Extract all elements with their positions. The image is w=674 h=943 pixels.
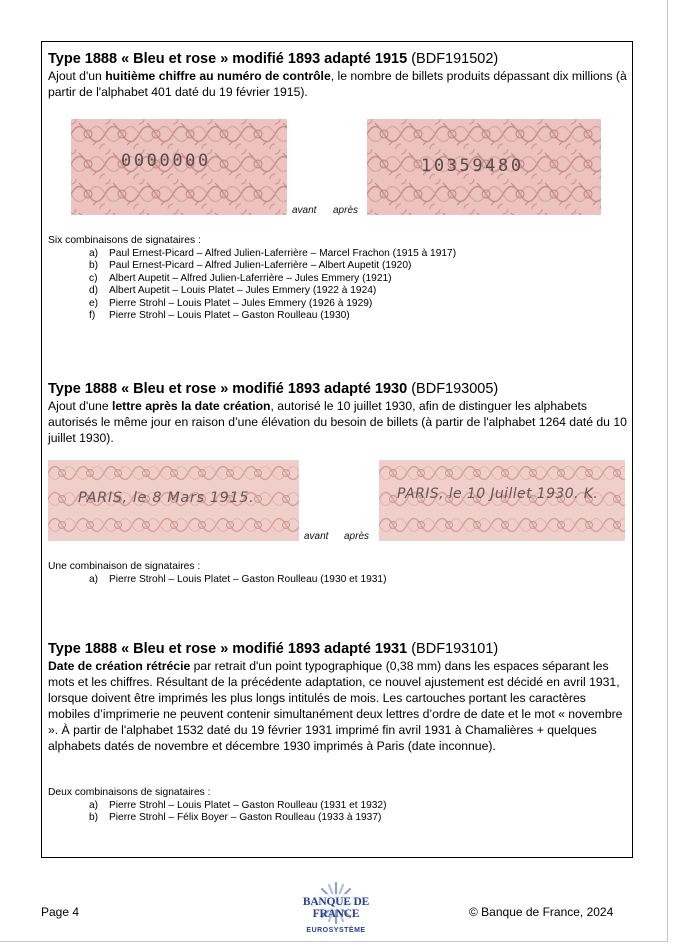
list-marker: a)	[89, 248, 99, 259]
list-marker: e)	[89, 297, 99, 309]
signatories-1930	[48, 561, 628, 586]
section-1915	[48, 50, 628, 100]
signatory-item	[48, 812, 628, 824]
date-after: PARIS, le 10 Juillet 1930. K.	[397, 486, 599, 502]
signatories-list	[48, 248, 628, 322]
signatory-text: Albert Aupetit – Louis Platet – Jules Emmery (1922 à 1924)	[109, 285, 377, 297]
caption-before: avant	[304, 531, 329, 542]
signatory-item	[48, 285, 628, 297]
list-marker: b)	[89, 260, 99, 272]
list-marker: f)	[89, 310, 96, 322]
section-1931	[48, 640, 628, 754]
signatory-item	[48, 310, 628, 322]
signatory-item	[48, 298, 628, 310]
section-description: Ajout d'un huitième chiffre au numéro de contrôle, le nombre de billets produits dépassant dix millions (à partir de l'alphabet 401 daté du 19 février 1915).	[48, 69, 627, 99]
date-before: PARIS, le 8 Mars 1915.	[78, 490, 255, 506]
signatories-1915	[48, 235, 628, 322]
signatories-intro: Une combinaison de signataires :	[48, 561, 201, 572]
signatory-item	[48, 273, 628, 285]
caption-before: avant	[292, 205, 317, 216]
section-description: Ajout d'une lettre après la date création, autorisé le 10 juillet 1930, afin de distinguer les alphabets autorisés le même jour en raison d’une élévation du besoin de billets (à partir de l'alphabet 1264 daté du 10 juillet 1930).	[48, 399, 627, 445]
signatory-item	[48, 248, 628, 260]
logo-eurosysteme: EUROSYSTÈME	[306, 927, 366, 934]
banknote-image-after-1930	[379, 460, 625, 541]
page-number: Page 4	[41, 905, 80, 919]
signatory-text: Paul Ernest-Picard – Alfred Julien-Laferrière – Marcel Frachon (1915 à 1917)	[109, 248, 457, 259]
signatory-text: Pierre Strohl – Louis Platet – Jules Emmery (1926 à 1929)	[109, 297, 373, 309]
signatories-intro: Deux combinaisons de signataires :	[48, 787, 211, 798]
signatory-text: Pierre Strohl – Louis Platet – Gaston Roulleau (1930)	[109, 310, 350, 322]
copyright: © Banque de France, 2024	[469, 905, 614, 919]
serial-number-after: 10359480	[421, 156, 524, 176]
section-title: Type 1888 « Bleu et rose » modifié 1893 adapté 1930 (BDF193005)	[48, 381, 499, 397]
logo-name: BANQUE DE FRANCE	[302, 896, 370, 920]
signatories-intro: Six combinaisons de signataires :	[48, 235, 201, 246]
signatories-1931	[48, 787, 628, 825]
list-marker: a)	[89, 574, 99, 585]
signatory-text: Pierre Strohl – Louis Platet – Gaston Roulleau (1931 et 1932)	[109, 800, 387, 811]
list-marker: d)	[89, 285, 99, 297]
content-frame	[41, 41, 633, 858]
signatories-list	[48, 574, 628, 586]
banknote-image-after-1915	[367, 119, 601, 215]
list-marker: c)	[89, 272, 98, 284]
signatory-item	[48, 574, 628, 586]
signatory-text: Pierre Strohl – Félix Boyer – Gaston Roulleau (1933 à 1937)	[109, 812, 382, 824]
banknote-image-before-1930	[48, 460, 299, 541]
section-title: Type 1888 « Bleu et rose » modifié 1893 adapté 1915 (BDF191502)	[48, 51, 499, 67]
signatories-list	[48, 800, 628, 825]
section-1930	[48, 380, 628, 446]
list-marker: b)	[89, 812, 99, 824]
section-description: Date de création rétrécie par retrait d'un point typographique (0,38 mm) dans les espaces séparant les mots et les chiffres. Résultant de la précédente adaptation, ce nouvel ajustement est décidé en avril 1931, lorsque doivent être imprimés les plus longs intitulés de mois. Les cartouches portant les caractères mobiles d’imprimerie ne peuvent contenir simultanément deux lettres d’ordre de date et le mot « novembre ». À partir de l'alphabet 1532 daté du 19 février 1931 imprimé fin avril 1931 à Chamalières + quelques alphabets datés de novembre et décembre 1930 imprimés à Paris (date inconnue).	[48, 659, 623, 753]
signatory-item	[48, 260, 628, 272]
caption-after: après	[333, 205, 359, 216]
signatory-text: Paul Ernest-Picard – Alfred Julien-Laferrière – Albert Aupetit (1920)	[109, 260, 412, 272]
section-title: Type 1888 « Bleu et rose » modifié 1893 adapté 1931 (BDF193101)	[48, 641, 499, 657]
signatory-item	[48, 800, 628, 812]
banknote-image-before-1915	[71, 119, 287, 215]
caption-after: après	[344, 531, 370, 542]
list-marker: a)	[89, 800, 99, 811]
signatory-text: Albert Aupetit – Alfred Julien-Laferrière – Jules Emmery (1921)	[109, 272, 392, 284]
signatory-text: Pierre Strohl – Louis Platet – Gaston Roulleau (1930 et 1931)	[109, 574, 387, 585]
serial-number-before: 0000000	[121, 151, 211, 171]
banque-de-france-logo	[280, 880, 400, 938]
